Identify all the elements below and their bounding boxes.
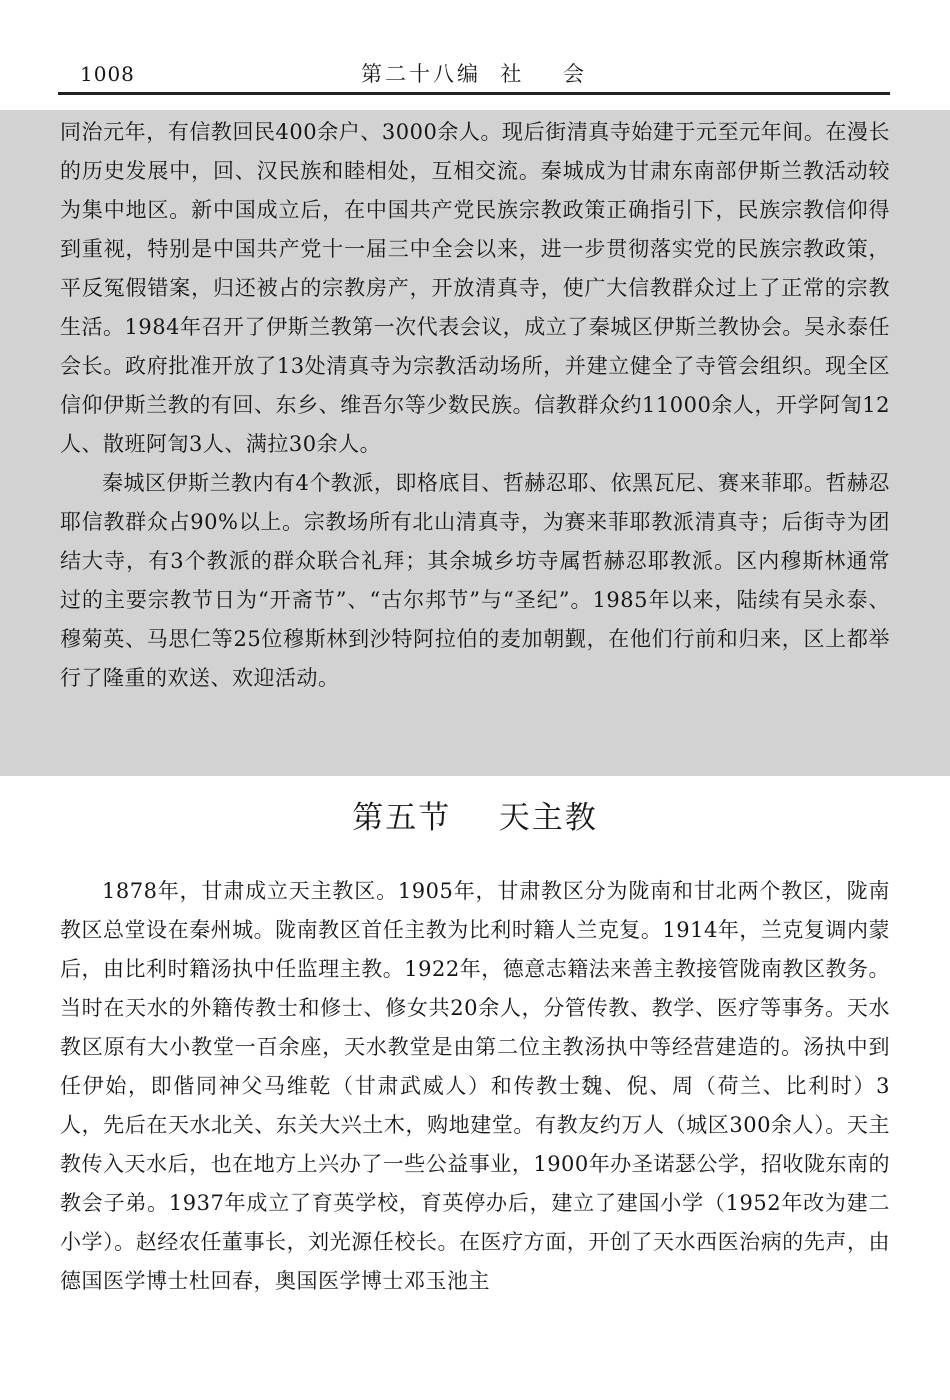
highlighted-text-block <box>60 113 890 698</box>
section-title: 第五节 天主教 <box>352 800 598 836</box>
paragraph-islam-sects: 秦城区伊斯兰教内有4个教派，即格底目、哲赫忍耶、依黑瓦尼、赛来菲耶。哲赫忍耶信教群众占90%以上。宗教场所有北山清真寺，为赛来菲耶教派清真寺；后街寺为团结大寺，有3个教派的群众联合礼拜；其余城乡坊寺属哲赫忍耶教派。区内穆斯林通常过的主要宗教节日为“开斋节”、“古尔邦节”与“圣纪”。1985年以来，陆续有吴永泰、穆菊英、马思仁等25位穆斯林到沙特阿拉伯的麦加朝觐，在他们行前和归来，区上都举行了隆重的欢送、欢迎活动。 <box>60 471 890 690</box>
page-number: 1008 <box>80 62 135 86</box>
page-header <box>58 52 890 92</box>
header-rule <box>58 92 890 95</box>
paragraph-catholicism: 1878年，甘肃成立天主教区。1905年，甘肃教区分为陇南和甘北两个教区，陇南教区总堂设在秦州城。陇南教区首任主教为比利时籍人兰克复。1914年，兰克复调内蒙后，由比利时籍汤执中任监理主教。1922年，德意志籍法来善主教接管陇南教区教务。当时在天水的外籍传教士和修士、修女共20余人，分管传教、教学、医疗等事务。天水教区原有大小教堂一百余座，天水教堂是由第二位主教汤执中等经营建造的。汤执中到任伊始，即偕同神父马维乾（甘肃武威人）和传教士魏、倪、周（荷兰、比利时）3人，先后在天水北关、东关大兴土木，购地建堂。有教友约万人（城区300余人）。天主教传入天水后，也在地方上兴办了一些公益事业，1900年办圣诺瑟公学，招收陇东南的教会子弟。1937年成立了育英学校，育英停办后，建立了建国小学（1952年改为建二小学）。赵经农任董事长，刘光源任校长。在医疗方面，开创了天水西医治病的先声，由德国医学博士杜回春，奥国医学博士邓玉池主 <box>60 879 890 1293</box>
paragraph-islam-history: 同治元年，有信教回民400余户、3000余人。现后街清真寺始建于元至元年间。在漫长的历史发展中，回、汉民族和睦相处，互相交流。秦城成为甘肃东南部伊斯兰教活动较为集中地区。新中国成立后，在中国共产党民族宗教政策正确指引下，民族宗教信仰得到重视，特别是中国共产党十一届三中全会以来，进一步贯彻落实党的民族宗教政策，平反冤假错案，归还被占的宗教房产，开放清真寺，使广大信教群众过上了正常的宗教生活。1984年召开了伊斯兰教第一次代表会议，成立了秦城区伊斯兰教协会。吴永泰任会长。政府批准开放了13处清真寺为宗教活动场所，并建立健全了寺管会组织。现全区信仰伊斯兰教的有回、东乡、维吾尔等少数民族。信教群众约11000余人，开学阿訇12人、散班阿訇3人、满拉30余人。 <box>60 120 890 456</box>
running-title: 第二十八编 社 会 <box>360 62 588 86</box>
section-text-block <box>60 872 890 1301</box>
